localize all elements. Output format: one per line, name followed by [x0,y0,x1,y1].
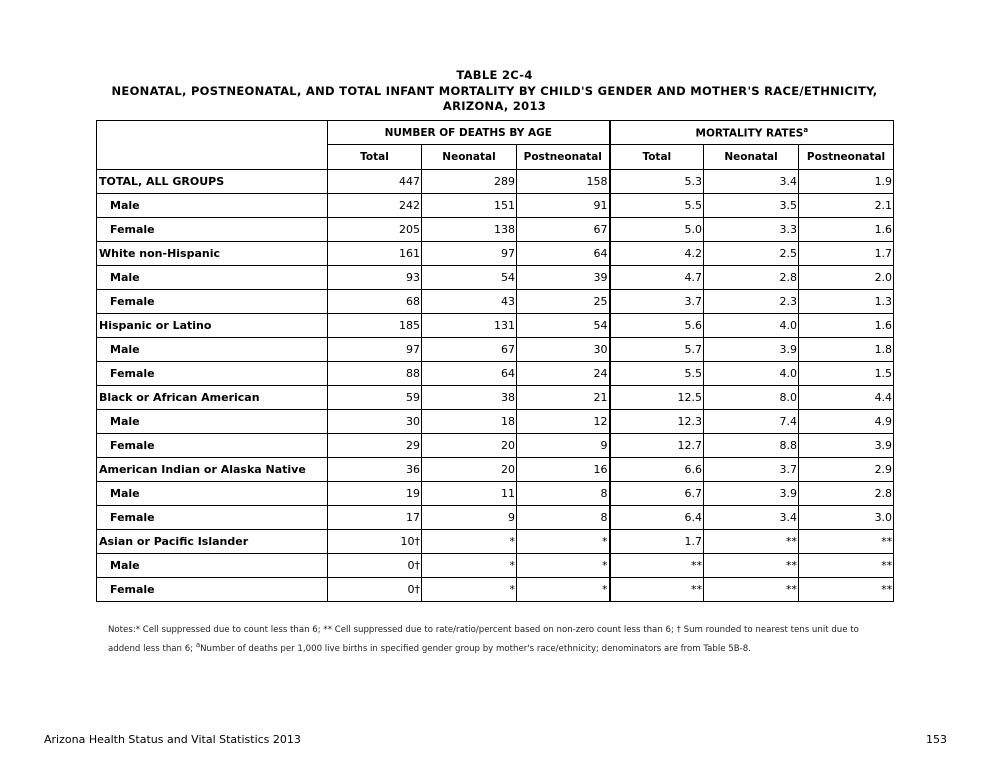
value-cell: 1.3 [799,290,894,314]
value-cell: 3.7 [610,290,704,314]
value-cell: 138 [422,218,517,242]
value-cell: 4.0 [704,362,799,386]
value-cell: 43 [422,290,517,314]
table-notes [108,623,898,657]
value-cell: 64 [422,362,517,386]
value-cell: * [422,530,517,554]
col-header: Neonatal [704,145,799,170]
value-cell: 67 [422,338,517,362]
value-cell: 5.3 [610,170,704,194]
value-cell: 2.0 [799,266,894,290]
value-cell: 185 [328,314,422,338]
value-cell: 36 [328,458,422,482]
value-cell: * [422,554,517,578]
row-label: Female [97,578,328,602]
value-cell: 93 [328,266,422,290]
value-cell: 67 [517,218,610,242]
value-cell: 3.9 [799,434,894,458]
value-cell: 8.0 [704,386,799,410]
value-cell: 12.3 [610,410,704,434]
table-row [97,530,894,554]
value-cell: 19 [328,482,422,506]
value-cell: * [517,578,610,602]
notes-line-2: addend less than 6; $^a$Number of deaths per 1,000 live births in specified gender group by mother's race/ethnicity; denominators are from Table 5B-8. [108,641,751,654]
value-cell: 12 [517,410,610,434]
table-row [97,410,894,434]
col-header: Postneonatal [799,145,894,170]
value-cell: 8 [517,506,610,530]
value-cell: * [422,578,517,602]
row-label: Male [97,338,328,362]
value-cell: * [517,530,610,554]
value-cell: 1.7 [799,242,894,266]
row-label: TOTAL, ALL GROUPS [97,170,328,194]
value-cell: 39 [517,266,610,290]
page-number: 153 [926,733,947,746]
col-header: Total [610,145,704,170]
row-label: Female [97,362,328,386]
value-cell: 11 [422,482,517,506]
col-header: Neonatal [422,145,517,170]
value-cell: 5.5 [610,194,704,218]
value-cell: 2.5 [704,242,799,266]
mortality-table [96,120,894,602]
value-cell: ** [704,530,799,554]
value-cell: 97 [422,242,517,266]
value-cell: 30 [517,338,610,362]
value-cell: 289 [422,170,517,194]
value-cell: 30 [328,410,422,434]
value-cell: 8 [517,482,610,506]
value-cell: 17 [328,506,422,530]
table-row [97,290,894,314]
table-row [97,266,894,290]
value-cell: 59 [328,386,422,410]
value-cell: 3.4 [704,170,799,194]
row-label: Male [97,410,328,434]
value-cell: 131 [422,314,517,338]
value-cell: 4.0 [704,314,799,338]
row-label: Black or African American [97,386,328,410]
table-row [97,554,894,578]
row-label: Female [97,506,328,530]
table-number: TABLE 2C-4 [456,68,533,82]
table-row [97,386,894,410]
value-cell: ** [610,578,704,602]
value-cell: 6.7 [610,482,704,506]
row-label: White non-Hispanic [97,242,328,266]
table-row [97,362,894,386]
value-cell: 10† [328,530,422,554]
value-cell: ** [704,554,799,578]
value-cell: 151 [422,194,517,218]
value-cell: 97 [328,338,422,362]
value-cell: ** [704,578,799,602]
value-cell: 447 [328,170,422,194]
value-cell: 1.6 [799,218,894,242]
value-cell: 88 [328,362,422,386]
table-row [97,242,894,266]
value-cell: 8.8 [704,434,799,458]
value-cell: 18 [422,410,517,434]
corner-cell [97,121,328,170]
value-cell: 29 [328,434,422,458]
value-cell: 12.7 [610,434,704,458]
table-row [97,170,894,194]
value-cell: 91 [517,194,610,218]
notes-line-1: Notes:* Cell suppressed due to count less than 6; ** Cell suppressed due to rate/ratio/percent based on non-zero count less than 6; † Sum rounded to nearest tens unit due to [108,625,859,635]
value-cell: 2.3 [704,290,799,314]
row-label: Asian or Pacific Islander [97,530,328,554]
value-cell: 1.5 [799,362,894,386]
value-cell: 2.8 [799,482,894,506]
value-cell: 3.4 [704,506,799,530]
footer-publication: Arizona Health Status and Vital Statistics 2013 [44,733,301,746]
value-cell: ** [799,530,894,554]
row-label: Male [97,194,328,218]
value-cell: 54 [517,314,610,338]
value-cell: 3.9 [704,482,799,506]
value-cell: 12.5 [610,386,704,410]
value-cell: 1.6 [799,314,894,338]
value-cell: 24 [517,362,610,386]
table-row [97,194,894,218]
table-title-location: ARIZONA, 2013 [442,99,547,113]
col-header: Postneonatal [517,145,610,170]
value-cell: 0† [328,554,422,578]
value-cell: 2.9 [799,458,894,482]
value-cell: 3.5 [704,194,799,218]
value-cell: 54 [422,266,517,290]
table-row [97,218,894,242]
value-cell: 161 [328,242,422,266]
table-row [97,482,894,506]
row-label: Male [97,554,328,578]
table-row [97,434,894,458]
value-cell: ** [610,554,704,578]
value-cell: ** [799,554,894,578]
value-cell: 20 [422,458,517,482]
value-cell: 1.8 [799,338,894,362]
value-cell: 3.7 [704,458,799,482]
table-row [97,506,894,530]
group-header-deaths: NUMBER OF DEATHS BY AGE [328,121,610,145]
group-header-rates: MORTALITY RATES$^a$ [610,121,894,145]
value-cell: 158 [517,170,610,194]
value-cell: 3.3 [704,218,799,242]
row-label: Hispanic or Latino [97,314,328,338]
value-cell: 0† [328,578,422,602]
table-row [97,458,894,482]
value-cell: 68 [328,290,422,314]
row-label: Male [97,482,328,506]
col-header: Total [328,145,422,170]
table-title: NEONATAL, POSTNEONATAL, AND TOTAL INFANT MORTALITY BY CHILD'S GENDER AND MOTHER'S RACE/ETHNICITY, [111,84,878,98]
value-cell: 4.2 [610,242,704,266]
value-cell: 25 [517,290,610,314]
value-cell: 38 [422,386,517,410]
value-cell: 242 [328,194,422,218]
value-cell: 6.6 [610,458,704,482]
row-label: Female [97,434,328,458]
value-cell: 205 [328,218,422,242]
value-cell: 2.1 [799,194,894,218]
row-label: Male [97,266,328,290]
value-cell: 5.7 [610,338,704,362]
value-cell: 3.9 [704,338,799,362]
table-row [97,578,894,602]
table-row [97,338,894,362]
value-cell: 4.9 [799,410,894,434]
row-label: American Indian or Alaska Native [97,458,328,482]
value-cell: 1.9 [799,170,894,194]
row-label: Female [97,290,328,314]
row-label: Female [97,218,328,242]
value-cell: 5.5 [610,362,704,386]
value-cell: 16 [517,458,610,482]
value-cell: 1.7 [610,530,704,554]
table-row [97,314,894,338]
value-cell: 64 [517,242,610,266]
value-cell: 4.4 [799,386,894,410]
value-cell: 6.4 [610,506,704,530]
value-cell: 3.0 [799,506,894,530]
value-cell: 20 [422,434,517,458]
value-cell: ** [799,578,894,602]
value-cell: 7.4 [704,410,799,434]
value-cell: 5.0 [610,218,704,242]
value-cell: 2.8 [704,266,799,290]
value-cell: 5.6 [610,314,704,338]
value-cell: 9 [517,434,610,458]
value-cell: * [517,554,610,578]
value-cell: 4.7 [610,266,704,290]
value-cell: 9 [422,506,517,530]
value-cell: 21 [517,386,610,410]
